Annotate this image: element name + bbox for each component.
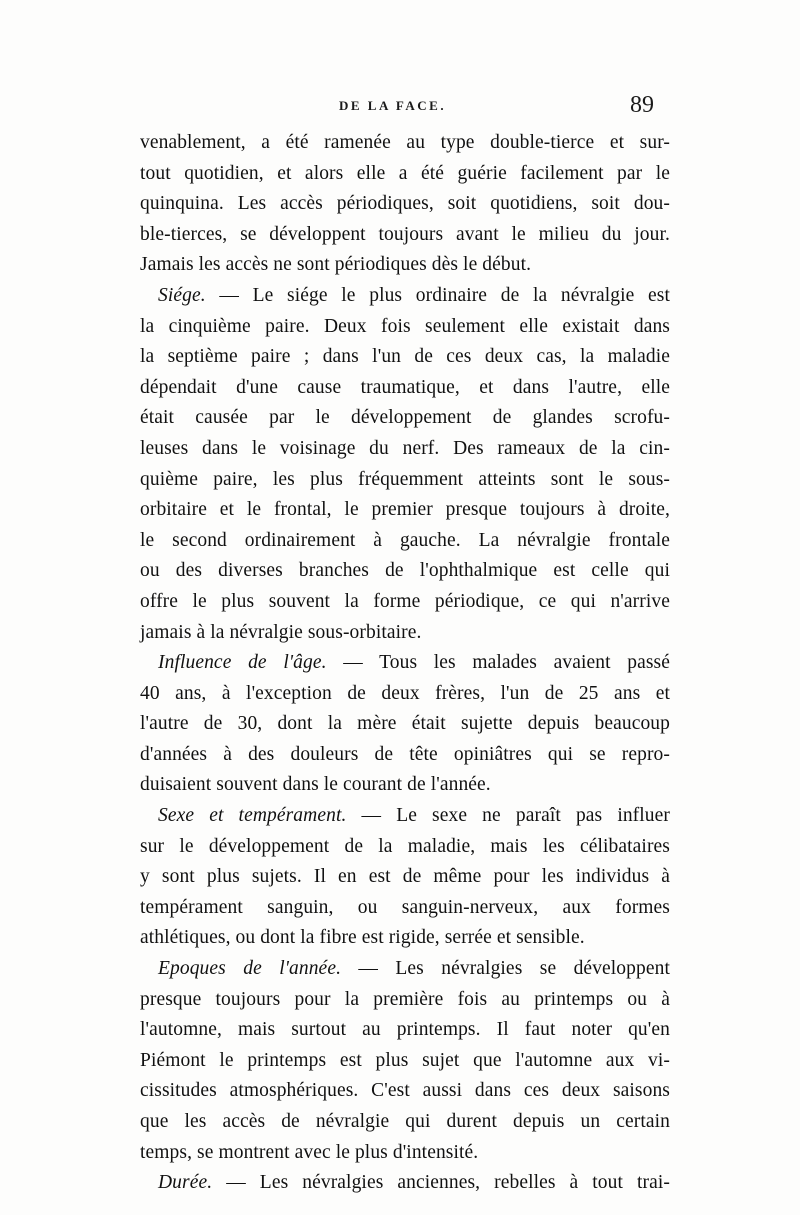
running-head — [0, 92, 800, 120]
text-run: y sont plus sujets. Il en est de même pour les individus à — [140, 866, 670, 888]
text-run: duisaient souvent dans le courant de l'année. — [140, 774, 491, 796]
text-run: cissitudes atmosphériques. C'est aussi dans ces deux saisons — [140, 1080, 670, 1102]
text-line — [140, 159, 670, 190]
text-run: tout quotidien, et alors elle a été guérie facilement par le — [140, 162, 670, 184]
text-line — [140, 740, 670, 771]
text-run: Piémont le printemps est plus sujet que l'automne aux vi- — [140, 1049, 670, 1071]
text-run: était causée par le développement de glandes scrofu- — [140, 407, 670, 429]
text-run: athlétiques, ou dont la fibre est rigide, serrée et sensible. — [140, 927, 585, 949]
text-line — [140, 709, 670, 740]
text-line — [140, 679, 670, 710]
text-line — [140, 1168, 670, 1199]
text-line — [140, 954, 670, 985]
running-head-title: DE LA FACE. — [339, 98, 447, 113]
text-line — [140, 648, 670, 679]
text-run: temps, se montrent avec le plus d'intensité. — [140, 1141, 479, 1163]
text-run: la cinquième paire. Deux fois seulement elle existait dans — [140, 315, 670, 337]
text-line — [140, 281, 670, 312]
text-run: l'automne, mais surtout au printemps. Il faut noter qu'en — [140, 1019, 670, 1041]
text-run: ble-tierces, se développent toujours avant le milieu du jour. — [140, 223, 670, 245]
text-run: orbitaire et le frontal, le premier presque toujours à droite, — [140, 499, 670, 521]
text-line — [140, 1107, 670, 1138]
text-run: offre le plus souvent la forme périodique, ce qui n'arrive — [140, 590, 670, 612]
text-line — [140, 495, 670, 526]
text-line — [140, 1046, 670, 1077]
text-run: — Les névralgies se développent — [341, 958, 670, 980]
text-line — [140, 189, 670, 220]
text-run: — Le sexe ne paraît pas influer — [346, 805, 670, 827]
text-line — [140, 1138, 670, 1169]
section-heading: Siége. — [158, 284, 206, 306]
text-run: venablement, a été ramenée au type double-tierce et sur- — [140, 132, 670, 153]
text-run: quinquina. Les accès périodiques, soit quotidiens, soit dou- — [140, 193, 670, 215]
text-line — [140, 893, 670, 924]
section-heading: Influence de l'âge. — [158, 652, 327, 674]
section-heading: Sexe et tempérament. — [158, 805, 347, 827]
body-text — [140, 128, 670, 1199]
text-run: la septième paire ; dans l'un de ces deux cas, la maladie — [140, 346, 670, 368]
text-run: jamais à la névralgie sous-orbitaire. — [140, 621, 422, 643]
text-line — [140, 465, 670, 496]
text-run: le second ordinairement à gauche. La névralgie frontale — [140, 529, 670, 551]
text-line — [140, 434, 670, 465]
text-line — [140, 923, 670, 954]
text-run: Jamais les accès ne sont périodiques dès le début. — [140, 254, 532, 276]
text-line — [140, 1076, 670, 1107]
text-line — [140, 403, 670, 434]
text-run: d'années à des douleurs de tête opiniâtres qui se repro- — [140, 743, 670, 765]
text-run: tempérament sanguin, ou sanguin-nerveux, aux formes — [140, 896, 670, 918]
text-line — [140, 373, 670, 404]
text-line — [140, 342, 670, 373]
text-run: que les accès de névralgie qui durent depuis un certain — [140, 1111, 670, 1132]
text-line — [140, 250, 670, 281]
text-line — [140, 587, 670, 618]
text-line — [140, 801, 670, 832]
text-line — [140, 220, 670, 251]
text-run: 40 ans, à l'exception de deux frères, l'un de 25 ans et — [140, 682, 670, 704]
section-heading: Durée. — [158, 1172, 213, 1194]
text-line — [140, 1015, 670, 1046]
text-run: — Les névralgies anciennes, rebelles à tout trai- — [212, 1172, 670, 1194]
text-run: sur le développement de la maladie, mais les célibataires — [140, 835, 670, 857]
text-line — [140, 618, 670, 649]
text-run: leuses dans le voisinage du nerf. Des rameaux de la cin- — [140, 437, 670, 459]
text-line — [140, 312, 670, 343]
text-run: l'autre de 30, dont la mère était sujette depuis beaucoup — [140, 713, 670, 735]
text-line — [140, 556, 670, 587]
text-line — [140, 862, 670, 893]
text-run: — Le siége le plus ordinaire de la névralgie est — [205, 284, 670, 306]
text-line — [140, 526, 670, 557]
text-run: presque toujours pour la première fois au printemps ou à — [140, 988, 670, 1010]
text-run: dépendait d'une cause traumatique, et dans l'autre, elle — [140, 376, 670, 398]
text-line — [140, 770, 670, 801]
text-line — [140, 832, 670, 863]
text-run: ou des diverses branches de l'ophthalmique est celle qui — [140, 560, 670, 582]
text-run: quième paire, les plus fréquemment atteints sont le sous- — [140, 468, 670, 490]
text-line — [140, 128, 670, 159]
text-line — [140, 985, 670, 1016]
page-number: 89 — [630, 92, 654, 118]
text-run: — Tous les malades avaient passé — [326, 652, 670, 674]
section-heading: Epoques de l'année. — [158, 958, 342, 980]
